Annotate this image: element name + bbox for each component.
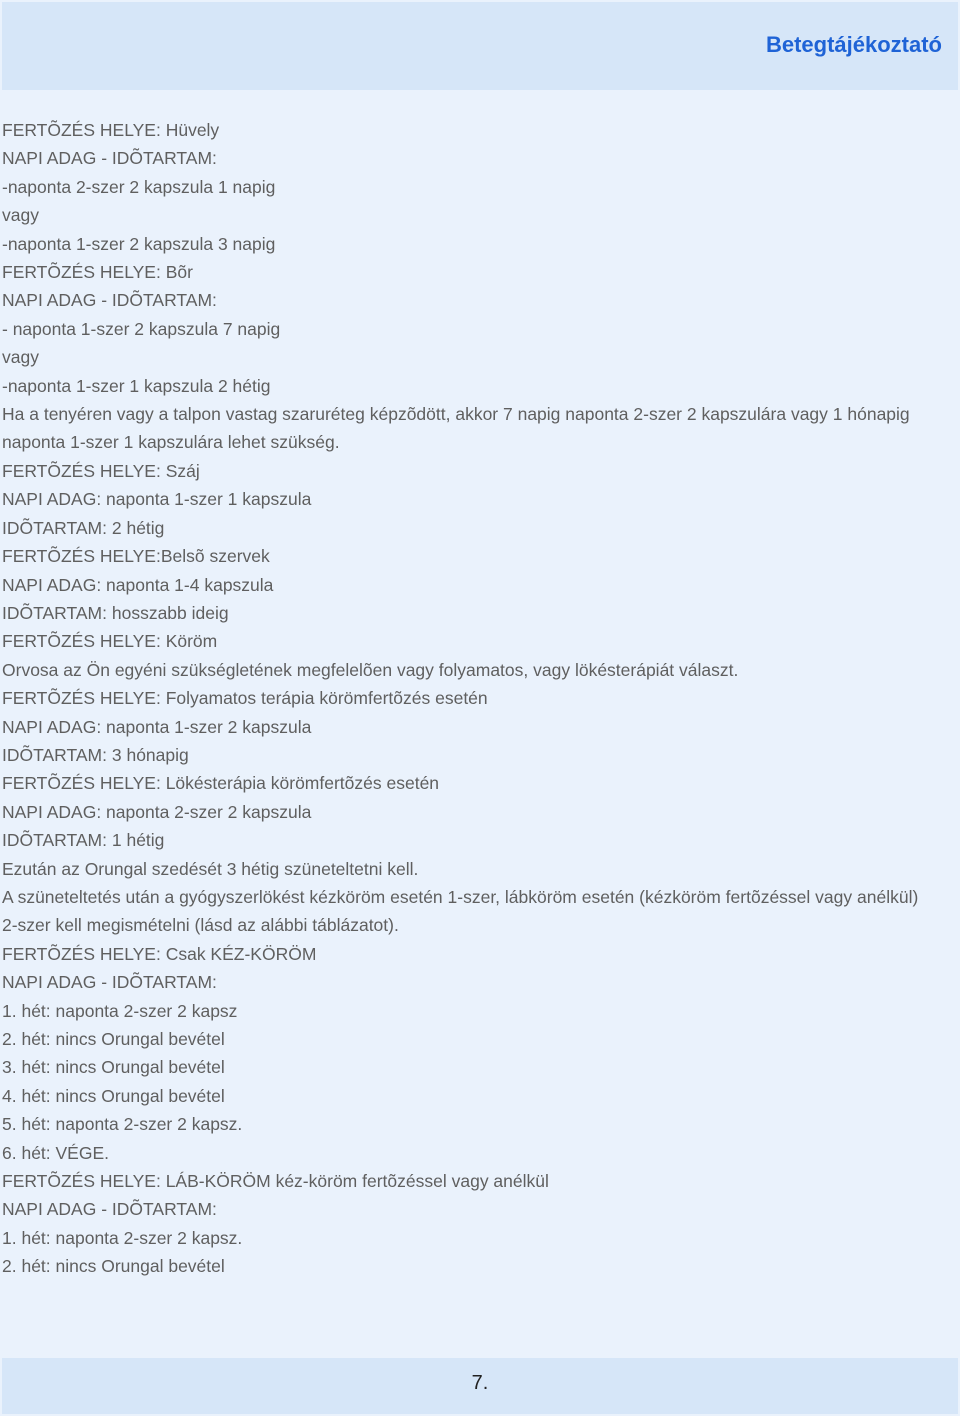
text-line: 2. hét: nincs Orungal bevétel: [2, 1256, 225, 1277]
text-line: 1. hét: naponta 2-szer 2 kapsz.: [2, 1227, 243, 1248]
text-line: FERTÕZÉS HELYE: Köröm: [2, 631, 218, 652]
text-line: 1. hét: naponta 2-szer 2 kapsz: [2, 1000, 238, 1021]
text-line: IDÕTARTAM: hosszabb ideig: [2, 602, 229, 623]
text-line: FERTÕZÉS HELYE: Csak KÉZ-KÖRÖM: [2, 943, 317, 964]
text-line: IDÕTARTAM: 2 hétig: [2, 517, 165, 538]
text-line: NAPI ADAG - IDÕTARTAM:: [2, 972, 217, 993]
text-line: Ezután az Orungal szedését 3 hétig szüneteltetni kell.: [2, 858, 419, 879]
text-line: FERTÕZÉS HELYE:Belsõ szervek: [2, 546, 270, 567]
text-line: A szüneteltetés után a gyógyszerlökést kézköröm esetén 1-szer, lábköröm esetén (kézköröm fertõzéssel vagy anélkül) 2-szer kell megismételni (lásd az alábbi táblázatot).: [2, 886, 919, 936]
text-line: FERTÕZÉS HELYE: Hüvely: [2, 120, 220, 140]
text-line: Ha a tenyéren vagy a talpon vastag szaruréteg képzõdött, akkor 7 napig naponta 2-szer 2 kapszulára vagy 1 hónapig naponta 1-szer 1 kapszulára lehet szükség.: [2, 404, 910, 453]
text-line: FERTÕZÉS HELYE: Száj: [2, 460, 200, 481]
text-line: FERTÕZÉS HELYE: Lökésterápia körömfertõzés esetén: [2, 773, 440, 794]
text-line: FERTÕZÉS HELYE: Bõr: [2, 262, 193, 283]
text-line: 2. hét: nincs Orungal bevétel: [2, 1029, 225, 1049]
text-line: 6. hét: VÉGE.: [2, 1142, 109, 1163]
text-line: vagy: [2, 347, 39, 368]
page-footer: [2, 1358, 958, 1414]
text-line: -naponta 1-szer 1 kapszula 2 hétig: [2, 375, 271, 396]
text-line: -naponta 2-szer 2 kapszula 1 napig: [2, 176, 276, 197]
text-line: vagy: [2, 205, 39, 226]
text-line: FERTÕZÉS HELYE: LÁB-KÖRÖM kéz-köröm fertõzéssel vagy anélkül: [2, 1171, 549, 1192]
text-line: NAPI ADAG - IDÕTARTAM:: [2, 1199, 217, 1220]
text-line: IDÕTARTAM: 1 hétig: [2, 830, 165, 851]
text-line: NAPI ADAG - IDÕTARTAM:: [2, 148, 217, 169]
text-line: NAPI ADAG: naponta 2-szer 2 kapszula: [2, 801, 312, 822]
text-line: 3. hét: nincs Orungal bevétel: [2, 1057, 225, 1078]
header-title: Betegtájékoztató: [765, 32, 942, 57]
page-header: [2, 2, 958, 90]
text-line: NAPI ADAG: naponta 1-szer 2 kapszula: [2, 716, 312, 737]
text-line: IDÕTARTAM: 3 hónapig: [2, 744, 189, 765]
text-line: -naponta 1-szer 2 kapszula 3 napig: [2, 233, 276, 254]
text-line: NAPI ADAG: naponta 1-szer 1 kapszula: [2, 489, 312, 510]
text-line: NAPI ADAG - IDÕTARTAM:: [2, 290, 217, 311]
text-line: Orvosa az Ön egyéni szükségletének megfelelõen vagy folyamatos, vagy lökésterápiát választ.: [2, 659, 739, 680]
text-line: 4. hét: nincs Orungal bevétel: [2, 1085, 225, 1106]
text-line: NAPI ADAG: naponta 1-4 kapszula: [2, 574, 274, 595]
page-number: 7.: [471, 1372, 489, 1394]
text-line: FERTÕZÉS HELYE: Folyamatos terápia körömfertõzés esetén: [2, 688, 488, 709]
document-body: [2, 116, 937, 1281]
text-line: 5. hét: naponta 2-szer 2 kapsz.: [2, 1114, 243, 1135]
text-line: - naponta 1-szer 2 kapszula 7 napig: [2, 318, 281, 339]
